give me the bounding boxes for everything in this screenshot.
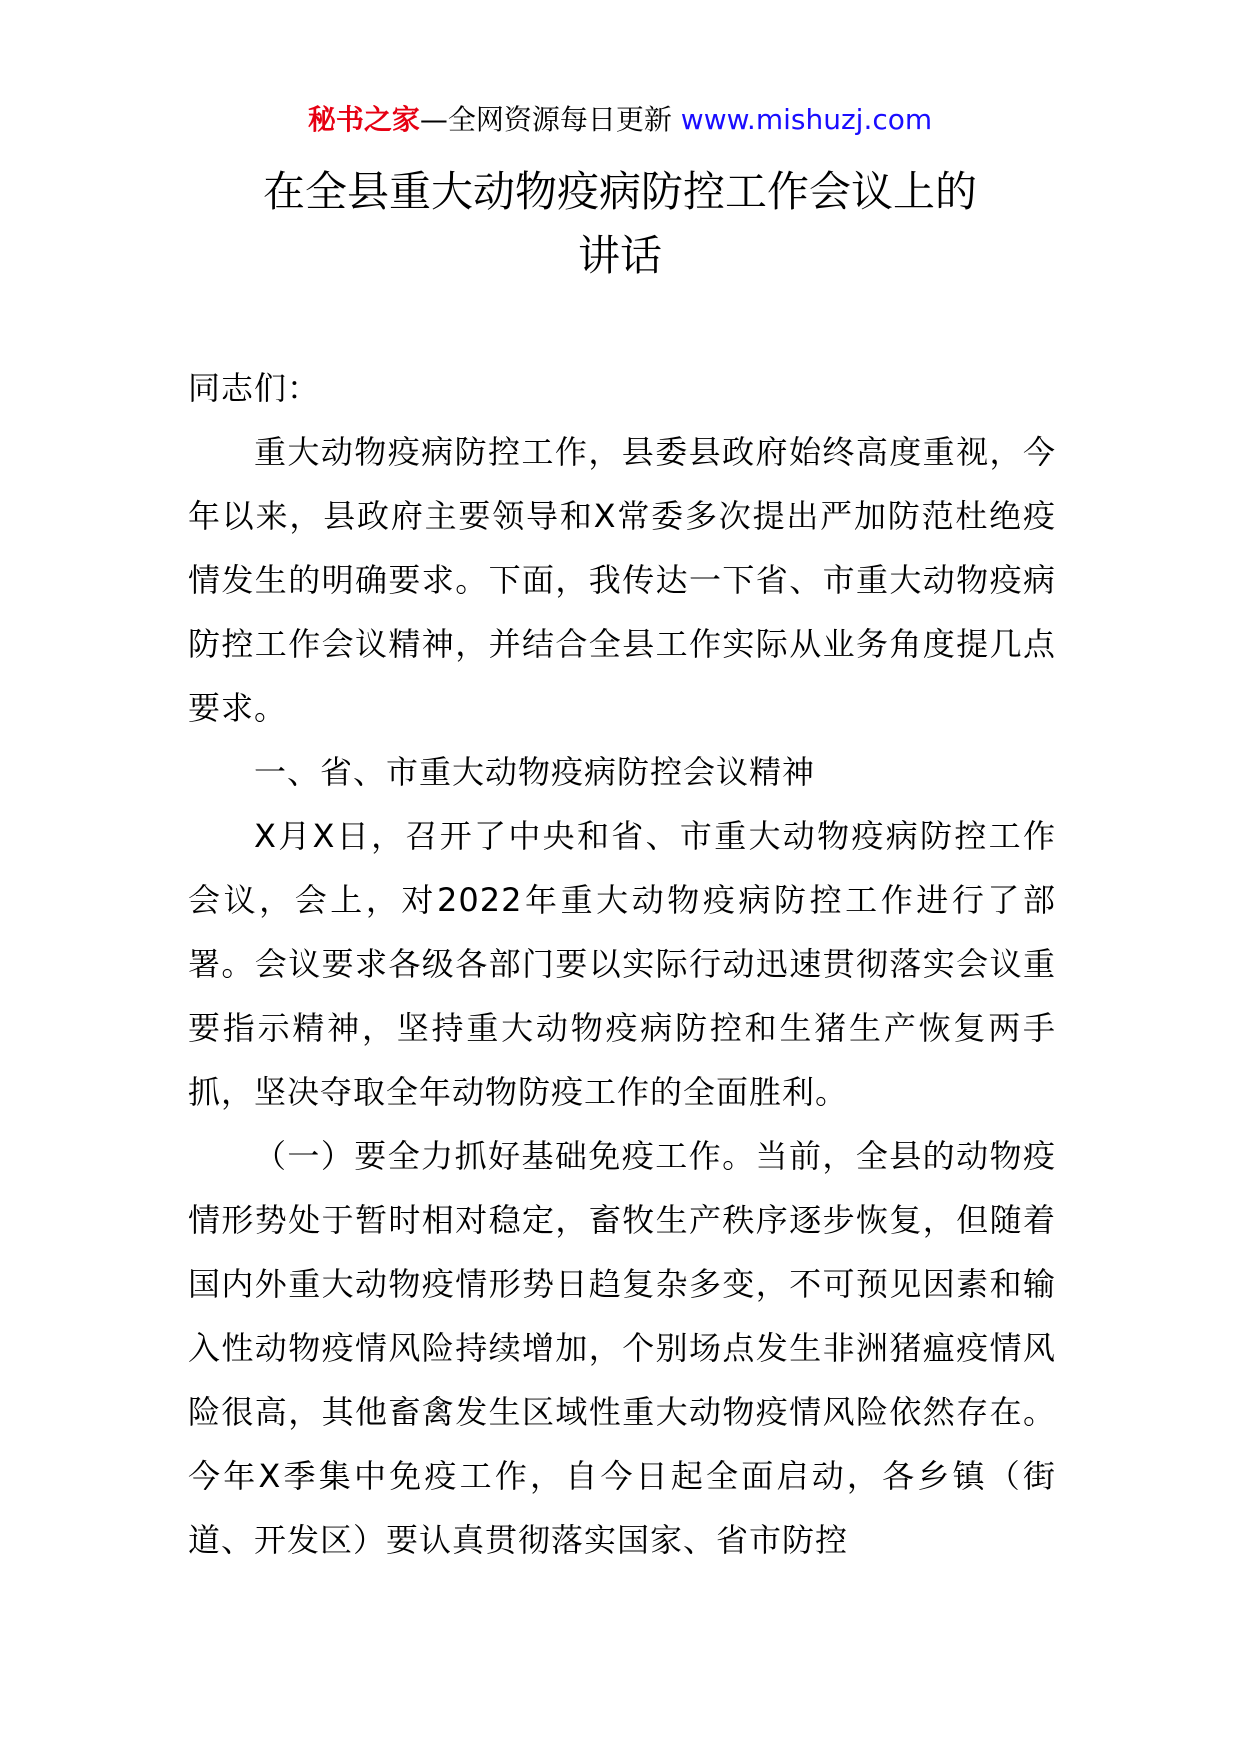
paragraph-intro: 重大动物疫病防控工作，县委县政府始终高度重视，今年以来，县政府主要领导和X常委多次提出严加防范杜绝疫情发生的明确要求。下面，我传达一下省、市重大动物疫病防控工作会议精神，并结合全县工作实际从业务角度提几点要求。	[188, 433, 1056, 727]
document-title	[0, 160, 1240, 288]
site-url-link[interactable]: www.mishuzj.com	[680, 103, 933, 136]
paragraph-meeting: X月X日，召开了中央和省、市重大动物疫病防控工作会议，会上，对2022年重大动物疫病防控工作进行了部署。会议要求各级各部门要以实际行动迅速贯彻落实会议重要指示精神，坚持重大动物疫病防控和生猪生产恢复两手抓，坚决夺取全年动物防疫工作的全面胜利。	[188, 817, 1056, 1111]
document-body	[188, 356, 1056, 1572]
salutation: 同志们：	[188, 369, 321, 407]
header-tagline: —全网资源每日更新	[419, 103, 672, 136]
title-line-2: 讲话	[577, 231, 662, 280]
brand-name: 秘书之家	[307, 103, 420, 136]
title-line-1: 在全县重大动物疫病防控工作会议上的	[262, 167, 977, 216]
section-heading-1: 一、省、市重大动物疫病防控会议精神	[254, 753, 816, 791]
site-header	[0, 100, 1240, 140]
paragraph-immunization: （一）要全力抓好基础免疫工作。当前，全县的动物疫情形势处于暂时相对稳定，畜牧生产秩序逐步恢复，但随着国内外重大动物疫情形势日趋复杂多变，不可预见因素和输入性动物疫情风险持续增加，个别场点发生非洲猪瘟疫情风险很高，其他畜禽发生区域性重大动物疫情风险依然存在。今年X季集中免疫工作，自今日起全面启动，各乡镇（街道、开发区）要认真贯彻落实国家、省市防控	[188, 1137, 1056, 1559]
